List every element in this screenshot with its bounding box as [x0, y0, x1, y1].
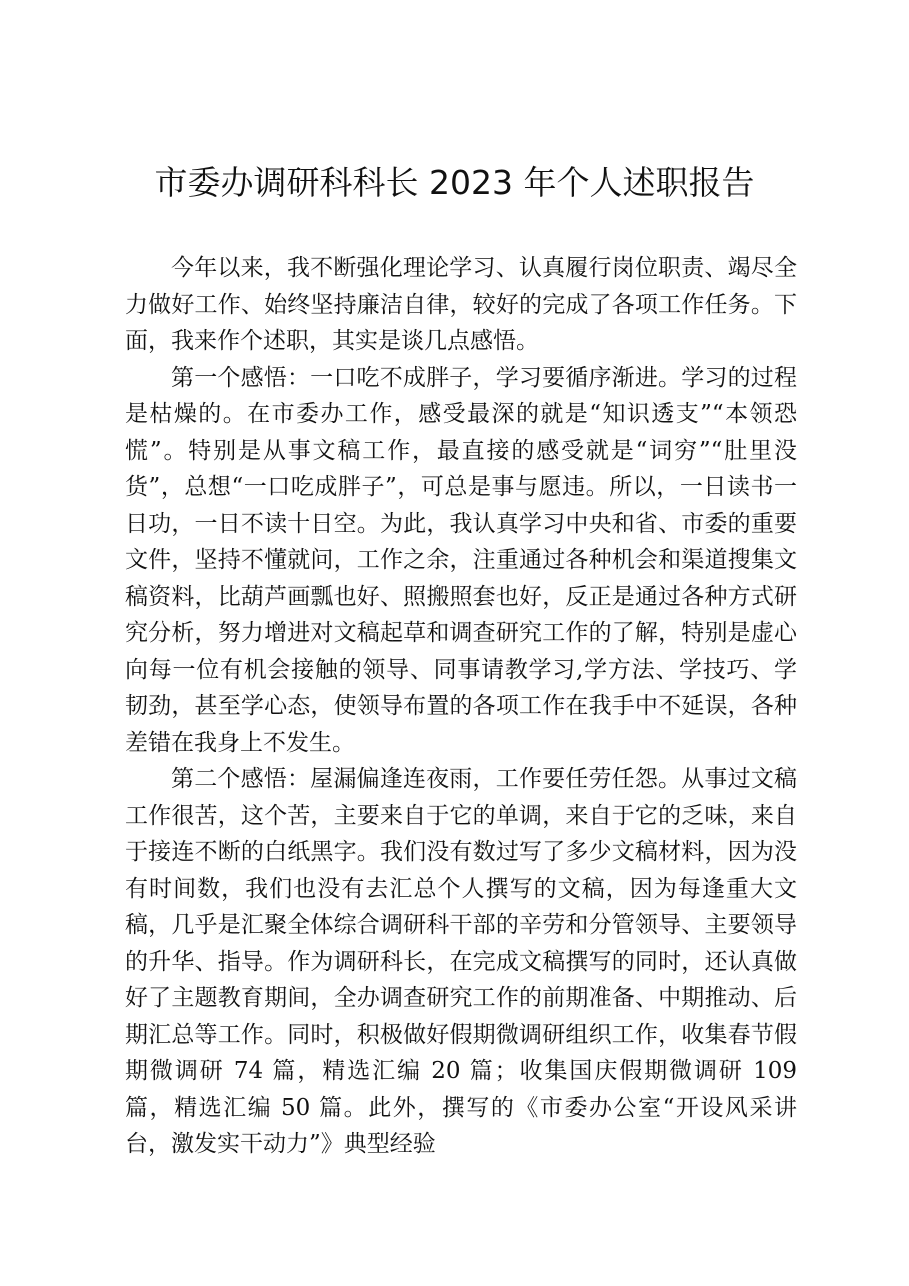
paragraph-text: 学习的过程是枯燥的。在市委办工作，感受最深的就是“知识透支”“本领恐慌”。特别是从事文稿工作，最直接的感受就是“词穷”“肚里没货”，总想“一口吃成胖子”，可总是事与愿违。所以，一日读书一日功，一日不读十日空。为此，我认真学习中央和省、市委的重要文件，坚持不懂就问，工作之余，注重通过各种机会和渠道搜集文稿资料，比葫芦画瓢也好、照搬照套也好，反正是通过各种方式研究分析，努力增进对文稿起草和调查研究工作的了解，特别是虚心向每一位有机会接触的领导、同事请教学习,学方法、学技巧、学韧劲，甚至学心态，使领导布置的各项工作在我手中不延误，各种差错在我身上不发生。 — [125, 364, 798, 756]
document-title: 市委办调研科科长 2023 年个人述职报告 — [154, 163, 755, 202]
document-body — [125, 250, 797, 1163]
paragraph-insight-two — [125, 761, 797, 1163]
paragraph-text: 今年以来，我不断强化理论学习、认真履行岗位职责、竭尽全力做好工作、始终坚持廉洁自律，较好的完成了各项工作任务。下面，我来作个述职，其实是谈几点感悟。 — [125, 255, 797, 354]
paragraph-lead: 第一个感悟：一口吃不成胖子，学习要循序渐进。 — [171, 364, 682, 391]
paragraph-text: 从事过文稿工作很苦，这个苦，主要来自于它的单调，来自于它的乏味，来自于接连不断的白纸黑字。我们没有数过写了多少文稿材料，因为没有时间数，我们也没有去汇总个人撰写的文稿，因为每逢重大文稿，几乎是汇聚全体综合调研科干部的辛劳和分管领导、主要领导的升华、指导。作为调研科长，在完成文稿撰写的同时，还认真做好了主题教育期间，全办调查研究工作的前期准备、中期推动、后期汇总等工作。同时，积极做好假期微调研组织工作，收集春节假期微调研 74 篇，精选汇编 20 篇；收集国庆假期微调研 109 篇，精选汇编 50 篇。此外，撰写的《市委办公室“开设风采讲台，激发实干动力”》典型经验 — [125, 766, 798, 1157]
paragraph-insight-one — [125, 360, 797, 762]
paragraph-intro — [125, 250, 797, 360]
paragraph-lead: 第二个感悟：屋漏偏逢连夜雨，工作要任劳任怨。 — [171, 766, 682, 792]
